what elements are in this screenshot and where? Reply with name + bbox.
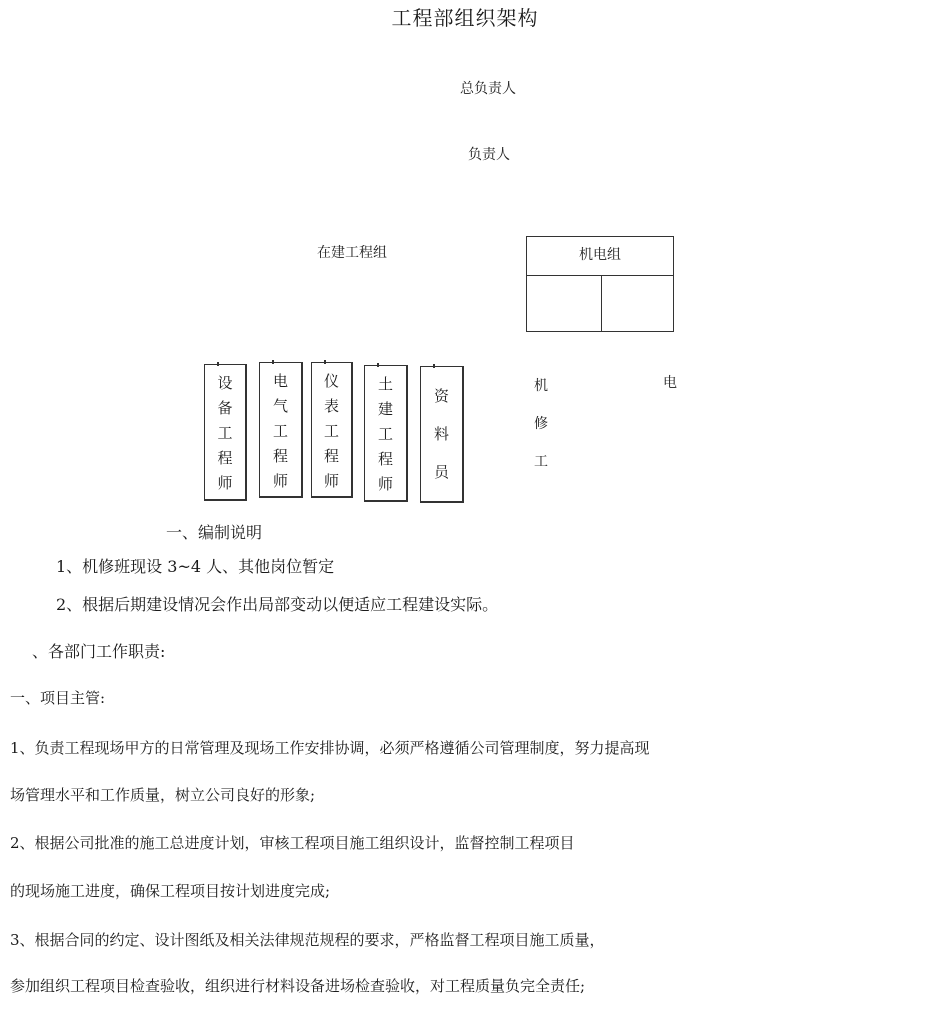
role-char: 程 (323, 447, 339, 465)
section-heading: 一、项目主管: (10, 689, 106, 707)
org-mech-group-divider (601, 275, 602, 331)
duty-paragraph-3a: 3、根据合同的约定、设计图纸及相关法律规范规程的要求，严格监督工程项目施工质量， (10, 931, 605, 949)
duty-paragraph-1b: 场管理水平和工作质量，树立公司良好的形象; (10, 786, 316, 804)
role-char: 员 (433, 463, 449, 481)
page-title: 工程部组织架构 (391, 6, 539, 30)
org-manager: 负责人 (468, 147, 510, 163)
notes-item-2: 2、根据后期建设情况会作出局部变动以便适应工程建设实际。 (56, 595, 499, 614)
role-char: 程 (377, 450, 393, 468)
role-char: 工 (272, 422, 288, 440)
connector-tick (272, 360, 274, 364)
connector-tick (377, 363, 379, 367)
role-char: 师 (217, 474, 233, 492)
mechanic-char: 修 (534, 416, 548, 432)
role-char: 师 (377, 475, 393, 493)
role-char: 表 (323, 397, 339, 415)
role-char: 仪 (323, 372, 339, 390)
role-char: 程 (272, 447, 288, 465)
role-card-document-clerk (420, 366, 464, 503)
duty-paragraph-2a: 2、根据公司批准的施工总进度计划，审核工程项目施工组织设计，监督控制工程项目 (10, 834, 575, 852)
connector-tick (324, 360, 326, 364)
role-char: 备 (217, 399, 233, 417)
role-char: 程 (217, 449, 233, 467)
org-mech-group-label: 机电组 (527, 237, 673, 276)
role-char: 电 (272, 372, 288, 390)
role-char: 气 (272, 397, 288, 415)
duties-heading: 、各部门工作职责: (32, 642, 166, 661)
role-char: 土 (377, 375, 393, 393)
role-char: 建 (377, 400, 393, 418)
role-card-civil-engineer (364, 365, 408, 502)
connector-tick (433, 364, 435, 368)
role-char: 工 (323, 422, 339, 440)
role-card-instrument-engineer (311, 362, 353, 498)
role-char: 料 (433, 425, 449, 443)
role-char: 设 (217, 374, 233, 392)
org-mechanic-label (532, 367, 550, 481)
duty-paragraph-3b: 参加组织工程项目检查验收，组织进行材料设备进场检查验收，对工程质量负完全责任; (10, 977, 586, 995)
mechanic-char: 机 (534, 378, 548, 394)
role-char: 师 (272, 472, 288, 490)
org-mech-group-box (526, 236, 674, 332)
role-char: 师 (323, 472, 339, 490)
connector-tick (217, 362, 219, 366)
role-char: 工 (377, 425, 393, 443)
role-card-electrical-engineer (259, 362, 303, 498)
role-card-equipment-engineer (204, 364, 247, 501)
duty-paragraph-2b: 的现场施工进度，确保工程项目按计划进度完成; (10, 882, 331, 900)
notes-heading: 一、编制说明 (166, 523, 263, 542)
org-general-manager: 总负责人 (460, 81, 516, 97)
org-construction-group: 在建工程组 (317, 245, 387, 261)
mechanic-char: 工 (534, 454, 548, 470)
role-char: 资 (433, 387, 449, 405)
org-electrician-label: 电 (663, 375, 677, 391)
role-char: 工 (217, 424, 233, 442)
notes-item-1: 1、机修班现设 3~4 人、其他岗位暂定 (56, 557, 335, 576)
duty-paragraph-1a: 1、负责工程现场甲方的日常管理及现场工作安排协调，必须严格遵循公司管理制度，努力提高现 (10, 739, 650, 757)
